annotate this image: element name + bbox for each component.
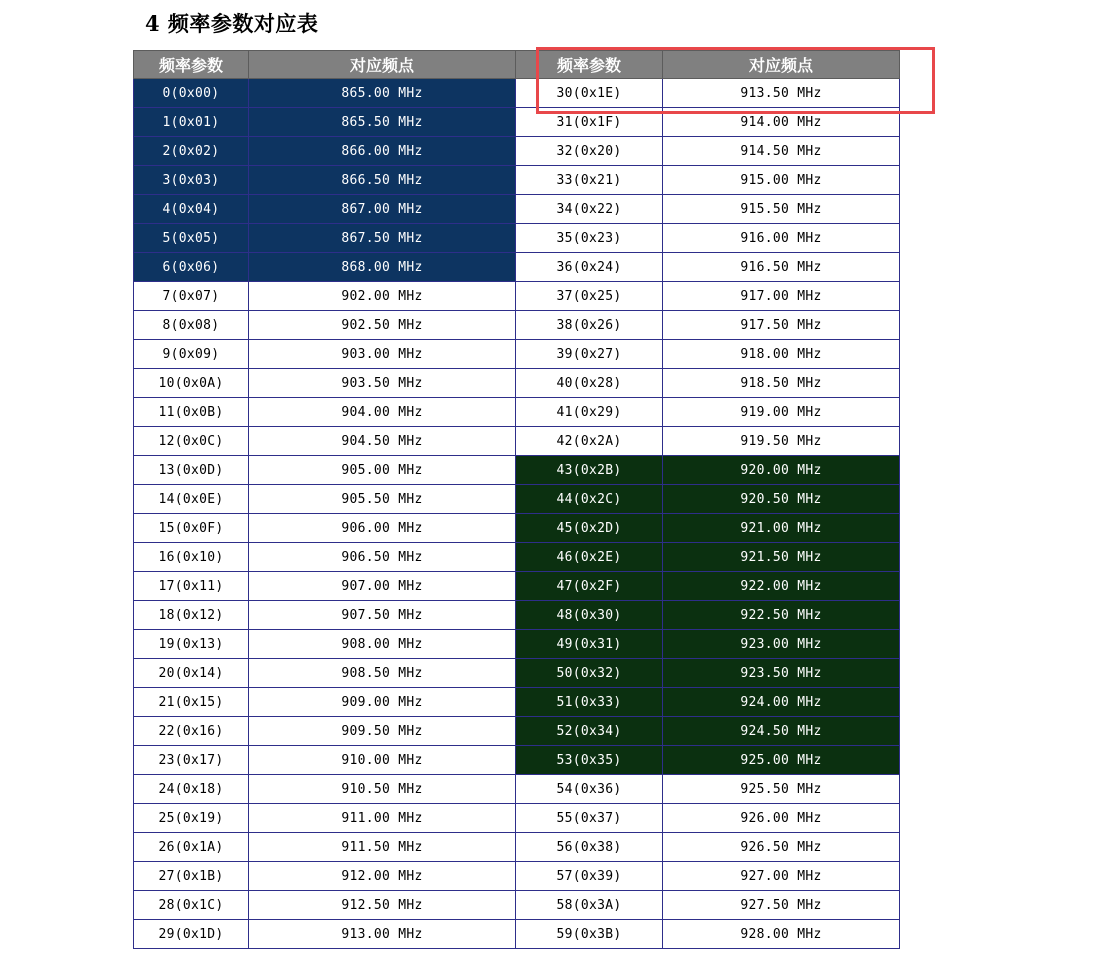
frequency-cell: 920.00 MHz <box>663 456 900 485</box>
param-cell: 46(0x2E) <box>516 543 663 572</box>
frequency-cell: 905.00 MHz <box>249 456 516 485</box>
frequency-cell: 865.00 MHz <box>249 79 516 108</box>
frequency-cell: 910.50 MHz <box>249 775 516 804</box>
page-title: 4 频率参数对应表 <box>145 11 319 36</box>
param-cell: 59(0x3B) <box>516 920 663 949</box>
frequency-cell: 917.00 MHz <box>663 282 900 311</box>
param-cell: 52(0x34) <box>516 717 663 746</box>
frequency-cell: 924.50 MHz <box>663 717 900 746</box>
param-cell: 54(0x36) <box>516 775 663 804</box>
frequency-cell: 912.00 MHz <box>249 862 516 891</box>
frequency-cell: 907.00 MHz <box>249 572 516 601</box>
frequency-cell: 927.00 MHz <box>663 862 900 891</box>
table-row <box>134 311 900 340</box>
param-cell: 7(0x07) <box>134 282 249 311</box>
table-body <box>134 79 900 949</box>
frequency-cell: 925.00 MHz <box>663 746 900 775</box>
table-row <box>134 427 900 456</box>
param-cell: 3(0x03) <box>134 166 249 195</box>
table-header-row <box>134 51 900 79</box>
frequency-cell: 905.50 MHz <box>249 485 516 514</box>
frequency-cell: 912.50 MHz <box>249 891 516 920</box>
param-cell: 35(0x23) <box>516 224 663 253</box>
param-cell: 33(0x21) <box>516 166 663 195</box>
param-cell: 32(0x20) <box>516 137 663 166</box>
param-cell: 8(0x08) <box>134 311 249 340</box>
param-cell: 9(0x09) <box>134 340 249 369</box>
param-cell: 21(0x15) <box>134 688 249 717</box>
table-row <box>134 601 900 630</box>
param-cell: 39(0x27) <box>516 340 663 369</box>
table-row <box>134 456 900 485</box>
frequency-cell: 919.50 MHz <box>663 427 900 456</box>
param-cell: 43(0x2B) <box>516 456 663 485</box>
frequency-cell: 866.00 MHz <box>249 137 516 166</box>
frequency-cell: 924.00 MHz <box>663 688 900 717</box>
frequency-cell: 868.00 MHz <box>249 253 516 282</box>
frequency-cell: 917.50 MHz <box>663 311 900 340</box>
param-cell: 5(0x05) <box>134 224 249 253</box>
table-row <box>134 659 900 688</box>
frequency-parameter-table <box>133 50 900 949</box>
table-row <box>134 166 900 195</box>
frequency-cell: 903.00 MHz <box>249 340 516 369</box>
table-row <box>134 108 900 137</box>
table-row <box>134 804 900 833</box>
frequency-cell: 908.00 MHz <box>249 630 516 659</box>
param-cell: 16(0x10) <box>134 543 249 572</box>
param-cell: 18(0x12) <box>134 601 249 630</box>
table-row <box>134 891 900 920</box>
param-cell: 49(0x31) <box>516 630 663 659</box>
param-cell: 45(0x2D) <box>516 514 663 543</box>
param-cell: 58(0x3A) <box>516 891 663 920</box>
param-cell: 26(0x1A) <box>134 833 249 862</box>
frequency-cell: 904.00 MHz <box>249 398 516 427</box>
frequency-cell: 927.50 MHz <box>663 891 900 920</box>
table-row <box>134 543 900 572</box>
table-row <box>134 340 900 369</box>
table-row <box>134 746 900 775</box>
table-row <box>134 688 900 717</box>
frequency-cell: 913.00 MHz <box>249 920 516 949</box>
frequency-cell: 867.00 MHz <box>249 195 516 224</box>
table-row <box>134 862 900 891</box>
table-row <box>134 833 900 862</box>
param-cell: 23(0x17) <box>134 746 249 775</box>
param-cell: 31(0x1F) <box>516 108 663 137</box>
param-cell: 17(0x11) <box>134 572 249 601</box>
frequency-cell: 906.50 MHz <box>249 543 516 572</box>
table-row <box>134 775 900 804</box>
param-cell: 13(0x0D) <box>134 456 249 485</box>
frequency-cell: 925.50 MHz <box>663 775 900 804</box>
param-cell: 57(0x39) <box>516 862 663 891</box>
frequency-cell: 928.00 MHz <box>663 920 900 949</box>
param-cell: 48(0x30) <box>516 601 663 630</box>
param-cell: 1(0x01) <box>134 108 249 137</box>
param-cell: 24(0x18) <box>134 775 249 804</box>
frequency-cell: 908.50 MHz <box>249 659 516 688</box>
frequency-cell: 914.00 MHz <box>663 108 900 137</box>
param-cell: 38(0x26) <box>516 311 663 340</box>
param-cell: 10(0x0A) <box>134 369 249 398</box>
param-cell: 15(0x0F) <box>134 514 249 543</box>
frequency-cell: 918.00 MHz <box>663 340 900 369</box>
table-row <box>134 920 900 949</box>
table-row <box>134 253 900 282</box>
param-cell: 4(0x04) <box>134 195 249 224</box>
frequency-cell: 916.50 MHz <box>663 253 900 282</box>
frequency-cell: 921.00 MHz <box>663 514 900 543</box>
table-row <box>134 79 900 108</box>
frequency-cell: 902.50 MHz <box>249 311 516 340</box>
frequency-cell: 915.50 MHz <box>663 195 900 224</box>
frequency-cell: 919.00 MHz <box>663 398 900 427</box>
frequency-cell: 923.00 MHz <box>663 630 900 659</box>
table-row <box>134 717 900 746</box>
param-cell: 34(0x22) <box>516 195 663 224</box>
frequency-cell: 866.50 MHz <box>249 166 516 195</box>
header-param-1: 频率参数 <box>134 51 249 79</box>
frequency-cell: 910.00 MHz <box>249 746 516 775</box>
param-cell: 22(0x16) <box>134 717 249 746</box>
frequency-cell: 921.50 MHz <box>663 543 900 572</box>
param-cell: 42(0x2A) <box>516 427 663 456</box>
table-row <box>134 224 900 253</box>
frequency-cell: 926.50 MHz <box>663 833 900 862</box>
table-row <box>134 572 900 601</box>
param-cell: 44(0x2C) <box>516 485 663 514</box>
param-cell: 29(0x1D) <box>134 920 249 949</box>
frequency-cell: 904.50 MHz <box>249 427 516 456</box>
frequency-cell: 922.00 MHz <box>663 572 900 601</box>
frequency-cell: 920.50 MHz <box>663 485 900 514</box>
table-row <box>134 485 900 514</box>
frequency-cell: 913.50 MHz <box>663 79 900 108</box>
param-cell: 28(0x1C) <box>134 891 249 920</box>
frequency-cell: 867.50 MHz <box>249 224 516 253</box>
param-cell: 27(0x1B) <box>134 862 249 891</box>
param-cell: 41(0x29) <box>516 398 663 427</box>
frequency-cell: 915.00 MHz <box>663 166 900 195</box>
frequency-cell: 916.00 MHz <box>663 224 900 253</box>
param-cell: 53(0x35) <box>516 746 663 775</box>
param-cell: 50(0x32) <box>516 659 663 688</box>
table-row <box>134 282 900 311</box>
frequency-cell: 907.50 MHz <box>249 601 516 630</box>
table-row <box>134 630 900 659</box>
frequency-cell: 903.50 MHz <box>249 369 516 398</box>
param-cell: 0(0x00) <box>134 79 249 108</box>
frequency-cell: 926.00 MHz <box>663 804 900 833</box>
frequency-cell: 911.50 MHz <box>249 833 516 862</box>
param-cell: 20(0x14) <box>134 659 249 688</box>
param-cell: 40(0x28) <box>516 369 663 398</box>
param-cell: 14(0x0E) <box>134 485 249 514</box>
frequency-cell: 909.00 MHz <box>249 688 516 717</box>
param-cell: 37(0x25) <box>516 282 663 311</box>
table-row <box>134 137 900 166</box>
frequency-cell: 865.50 MHz <box>249 108 516 137</box>
header-freq-1: 对应频点 <box>249 51 516 79</box>
frequency-cell: 909.50 MHz <box>249 717 516 746</box>
frequency-cell: 923.50 MHz <box>663 659 900 688</box>
table-row <box>134 369 900 398</box>
param-cell: 19(0x13) <box>134 630 249 659</box>
header-freq-2: 对应频点 <box>663 51 900 79</box>
param-cell: 25(0x19) <box>134 804 249 833</box>
frequency-cell: 922.50 MHz <box>663 601 900 630</box>
table-row <box>134 514 900 543</box>
frequency-cell: 906.00 MHz <box>249 514 516 543</box>
param-cell: 6(0x06) <box>134 253 249 282</box>
param-cell: 36(0x24) <box>516 253 663 282</box>
param-cell: 11(0x0B) <box>134 398 249 427</box>
param-cell: 30(0x1E) <box>516 79 663 108</box>
param-cell: 51(0x33) <box>516 688 663 717</box>
frequency-cell: 914.50 MHz <box>663 137 900 166</box>
header-param-2: 频率参数 <box>516 51 663 79</box>
table-row <box>134 195 900 224</box>
param-cell: 56(0x38) <box>516 833 663 862</box>
param-cell: 47(0x2F) <box>516 572 663 601</box>
table-row <box>134 398 900 427</box>
frequency-cell: 918.50 MHz <box>663 369 900 398</box>
frequency-cell: 902.00 MHz <box>249 282 516 311</box>
frequency-cell: 911.00 MHz <box>249 804 516 833</box>
param-cell: 55(0x37) <box>516 804 663 833</box>
param-cell: 12(0x0C) <box>134 427 249 456</box>
param-cell: 2(0x02) <box>134 137 249 166</box>
